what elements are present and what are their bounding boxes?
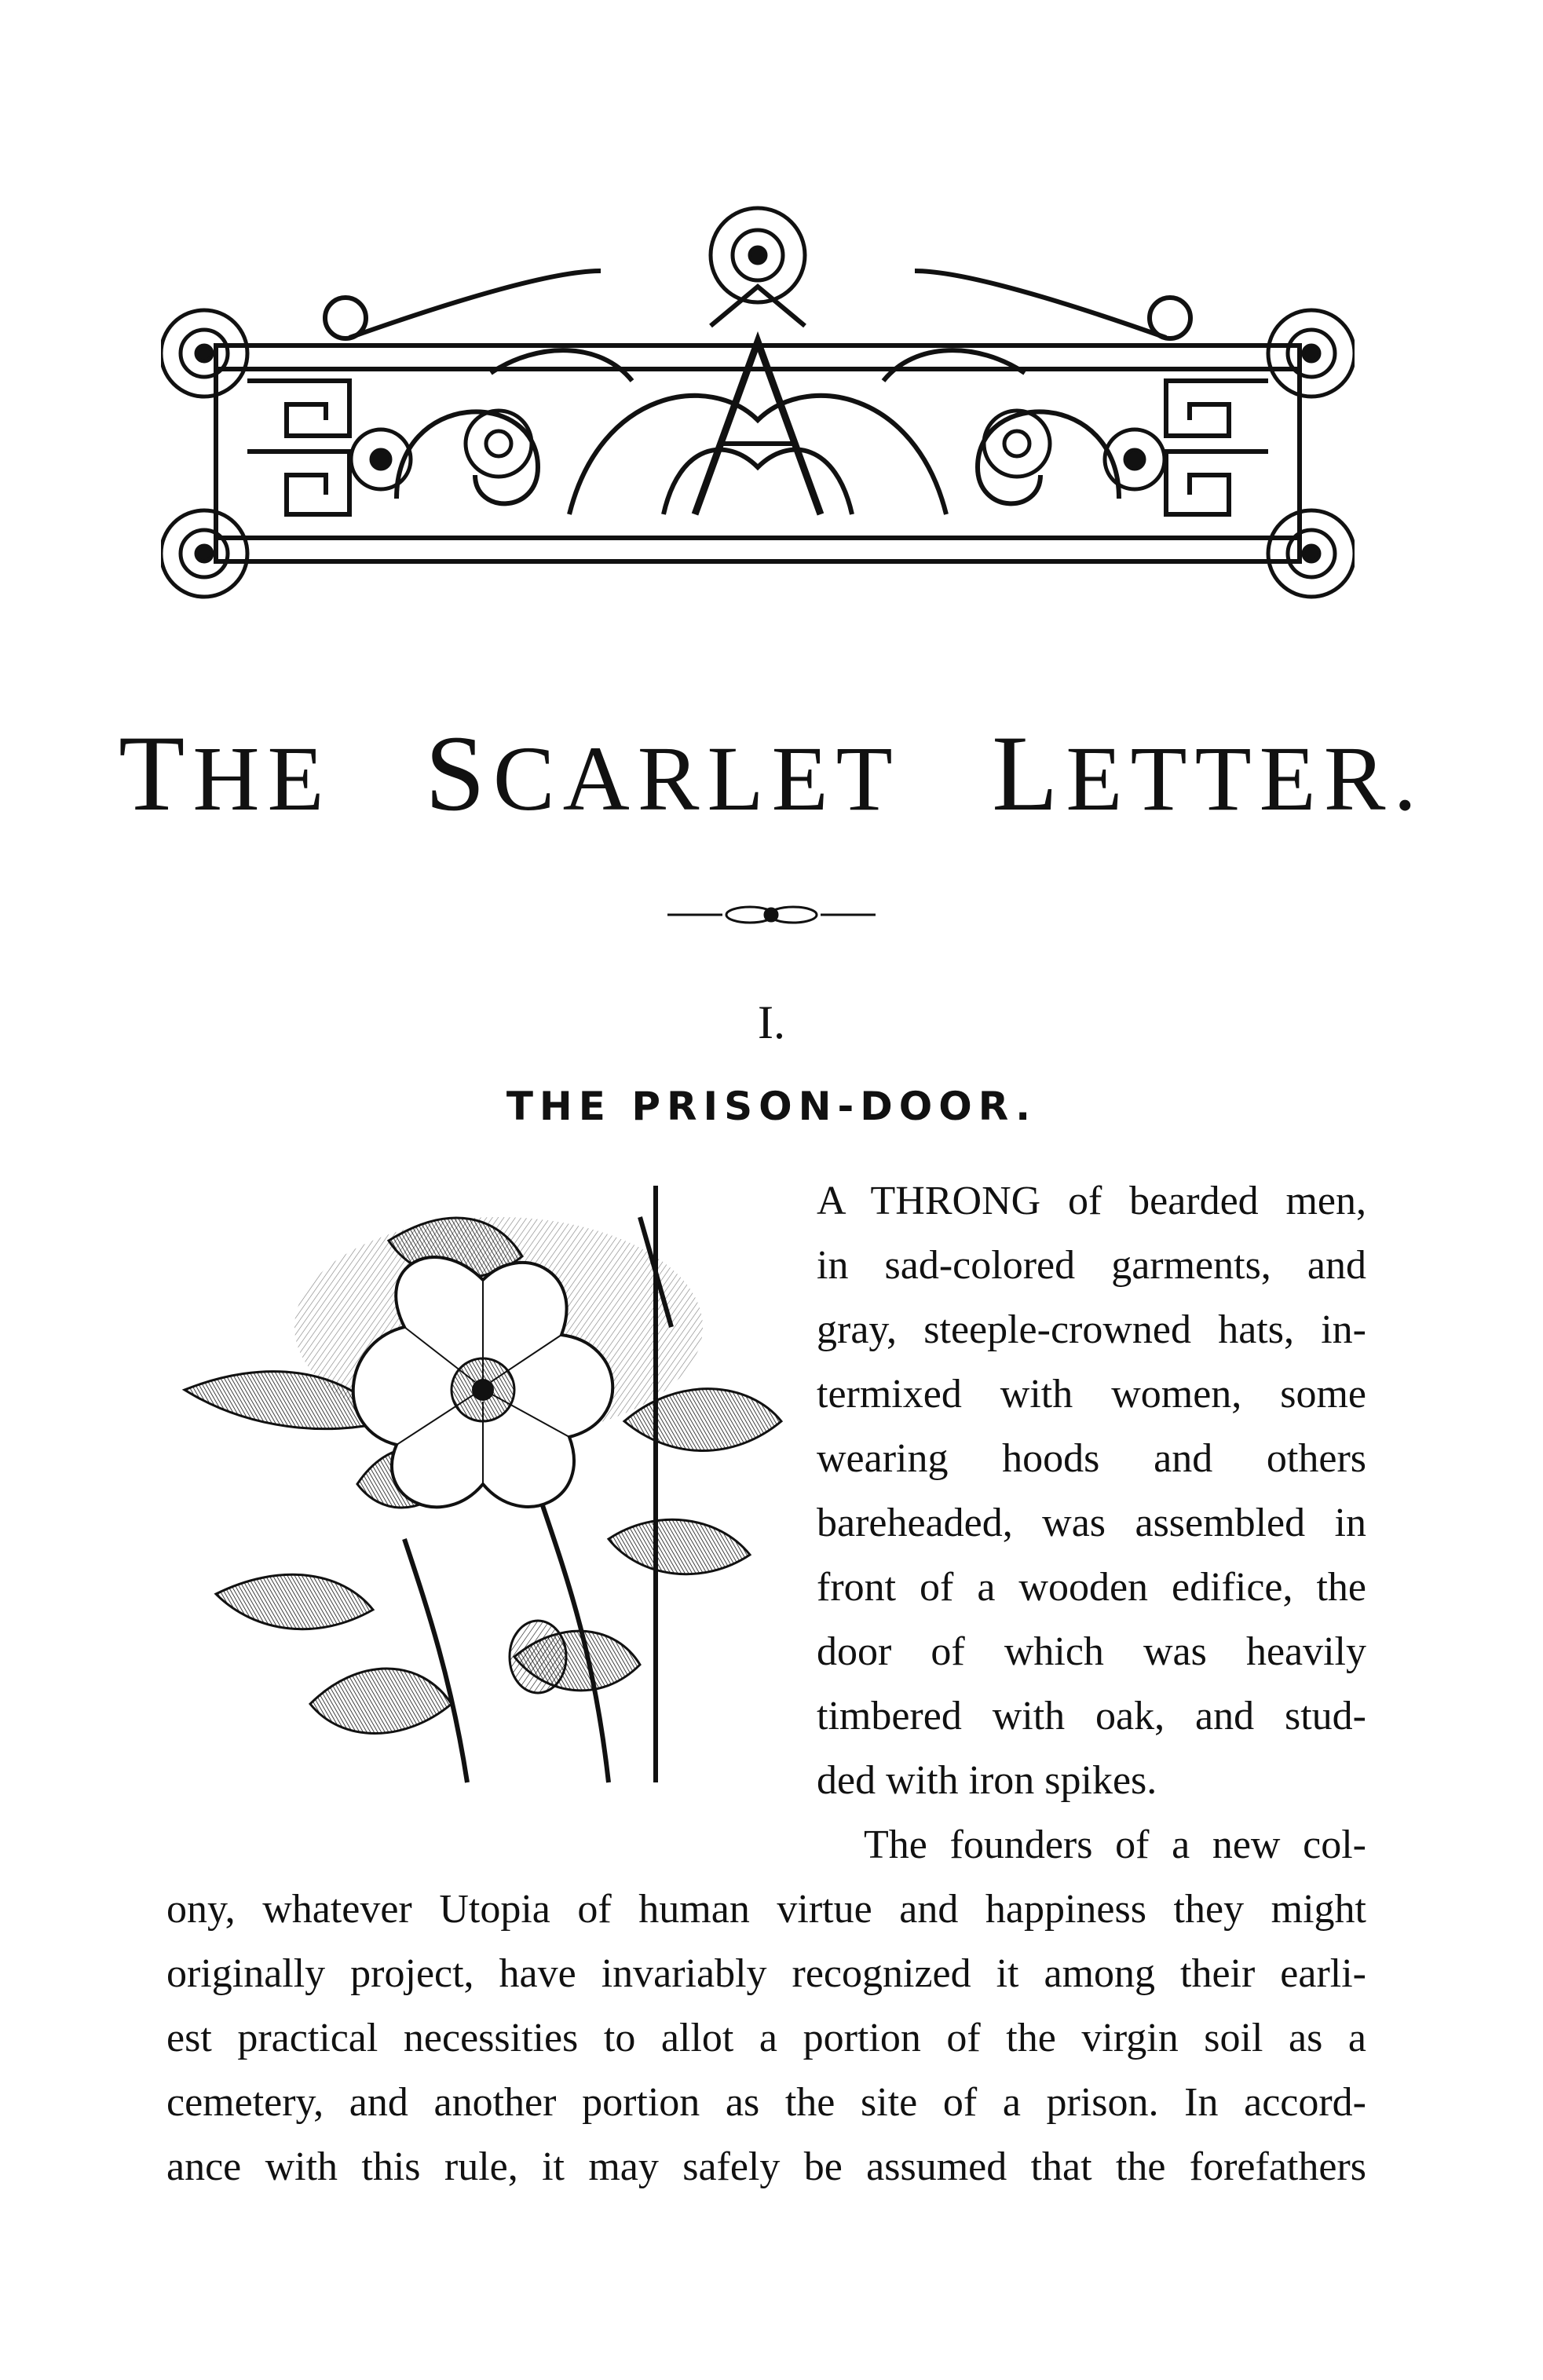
text-line: in sad-colored garments, and — [817, 1243, 1366, 1288]
title-cap-3: L — [992, 713, 1066, 833]
title-rest-3: ETTER. — [1066, 727, 1424, 830]
text-line: ony, whatever Utopia of human virtue and happiness they might — [166, 1887, 1366, 1932]
text-line: timbered with oak, and stud- — [817, 1694, 1366, 1738]
text-line-indented: The founders of a new col- — [864, 1822, 1366, 1867]
title-cap-2: S — [425, 713, 493, 833]
text-line: est practical necessities to allot a portion of the virgin soil as a — [166, 2016, 1366, 2060]
text-line: ance with this rule, it may safely be assumed that the forefathers — [166, 2144, 1366, 2189]
title-rest-1: HE — [192, 727, 332, 830]
text-line: gray, steeple-crowned hats, in- — [817, 1307, 1366, 1352]
text-line: front of a wooden edifice, the — [817, 1565, 1366, 1610]
text-line: termixed with women, some — [817, 1372, 1366, 1417]
text-line: A THRONG of bearded men, — [817, 1179, 1366, 1223]
text-line: wearing hoods and others — [817, 1436, 1366, 1481]
chapter-heading: THE PRISON-DOOR. — [506, 1084, 1037, 1129]
text-line: ded with iron spikes. — [817, 1758, 1157, 1803]
chapter-number: I. — [758, 996, 785, 1048]
title-cap-1: T — [119, 713, 193, 833]
text-line: door of which was heavily — [817, 1629, 1366, 1674]
text-line: cemetery, and another portion as the site of a prison. In accord- — [166, 2080, 1366, 2125]
text-line: bareheaded, was assembled in — [817, 1501, 1366, 1545]
title-rest-2: CARLET — [492, 727, 899, 830]
text-line: originally project, have invariably recognized it among their earli- — [166, 1951, 1366, 1996]
